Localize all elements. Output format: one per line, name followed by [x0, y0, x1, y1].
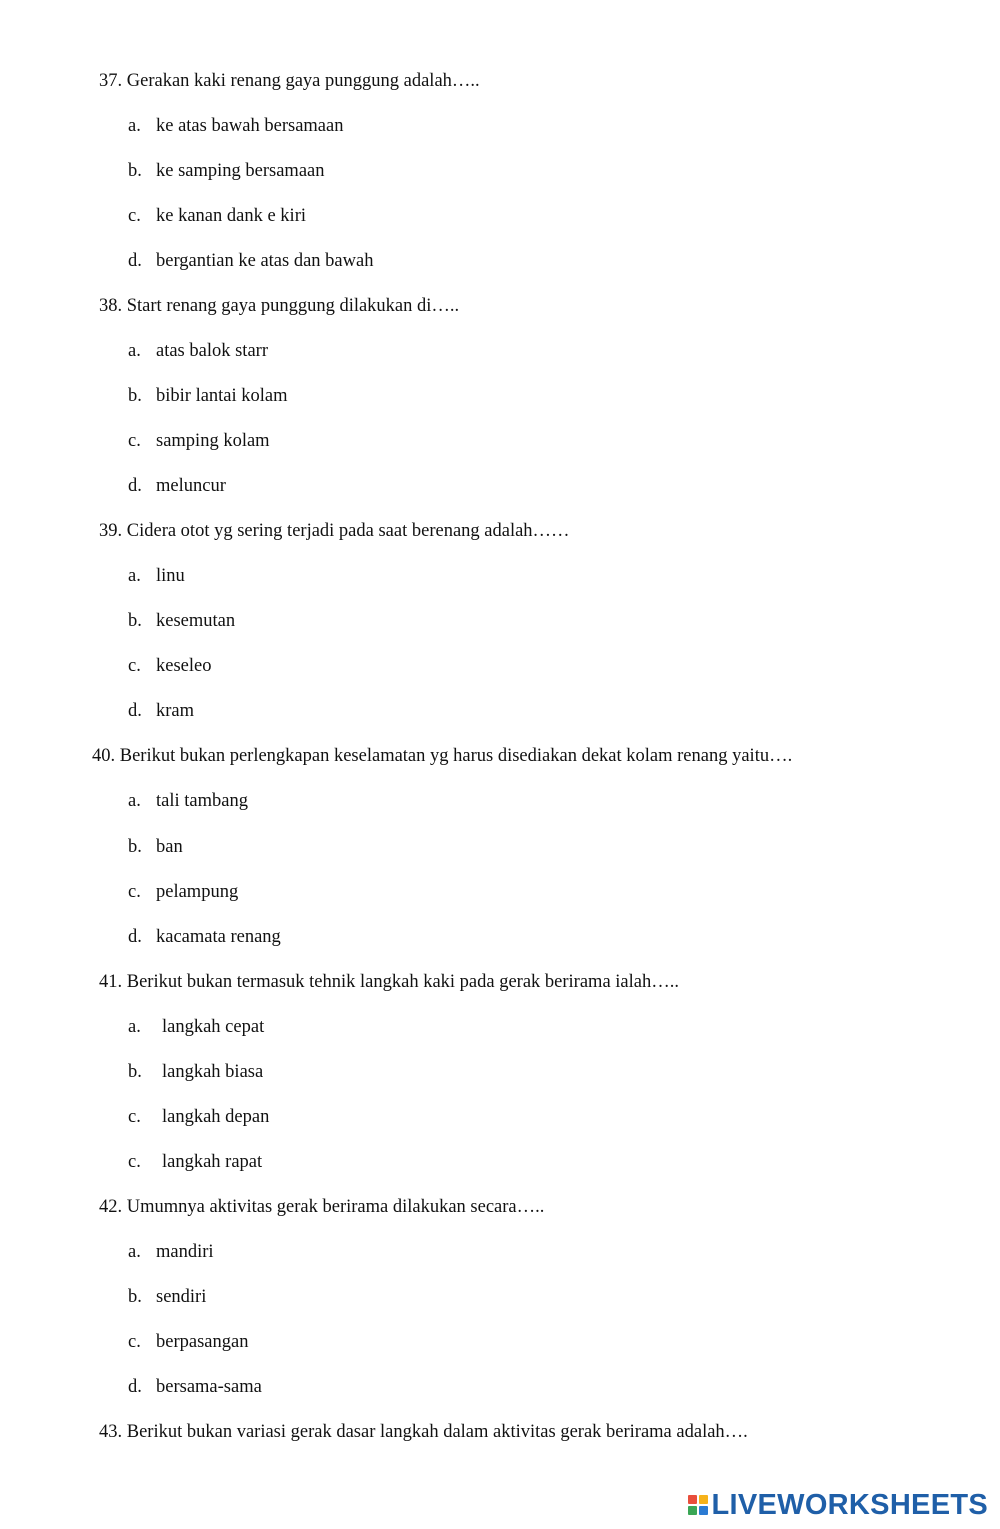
option-38d[interactable]: d. meluncur — [128, 476, 226, 496]
question-41: 41. Berikut bukan termasuk tehnik langkah kaki pada gerak berirama ialah….. — [99, 972, 679, 992]
option-38a[interactable]: a. atas balok starr — [128, 341, 268, 361]
grid-cell-4 — [699, 1506, 708, 1515]
option-38c[interactable]: c. samping kolam — [128, 431, 270, 451]
question-42: 42. Umumnya aktivitas gerak berirama dilakukan secara….. — [99, 1197, 545, 1217]
question-40: 40. Berikut bukan perlengkapan keselamatan yg harus disediakan dekat kolam renang yaitu…. — [92, 746, 793, 766]
option-37d[interactable]: d. bergantian ke atas dan bawah — [128, 251, 374, 271]
option-39b[interactable]: b. kesemutan — [128, 611, 236, 631]
liveworksheets-grid-icon — [688, 1495, 708, 1515]
option-42b[interactable]: b. sendiri — [128, 1287, 207, 1307]
grid-cell-3 — [688, 1506, 697, 1515]
option-42a[interactable]: a. mandiri — [128, 1242, 214, 1262]
option-41d[interactable]: c. langkah rapat — [128, 1152, 263, 1172]
grid-cell-1 — [688, 1495, 697, 1504]
option-41a[interactable]: a. langkah cepat — [128, 1017, 265, 1037]
grid-cell-2 — [699, 1495, 708, 1504]
option-40b[interactable]: b. ban — [128, 837, 183, 857]
option-42d[interactable]: d. bersama-sama — [128, 1377, 262, 1397]
option-40c[interactable]: c. pelampung — [128, 882, 239, 902]
option-39c[interactable]: c. keseleo — [128, 656, 212, 676]
question-43: 43. Berikut bukan variasi gerak dasar langkah dalam aktivitas gerak berirama adalah…. — [99, 1422, 748, 1442]
option-37a[interactable]: a. ke atas bawah bersamaan — [128, 116, 344, 136]
option-39d[interactable]: d. kram — [128, 701, 195, 721]
brand-name: LIVEWORKSHEETS — [711, 1488, 988, 1521]
option-37b[interactable]: b. ke samping bersamaan — [128, 161, 325, 181]
option-40a[interactable]: a. tali tambang — [128, 791, 248, 811]
option-40d[interactable]: d. kacamata renang — [128, 927, 281, 947]
option-39a[interactable]: a. linu — [128, 566, 185, 586]
question-37: 37. Gerakan kaki renang gaya punggung adalah….. — [99, 71, 480, 91]
question-38: 38. Start renang gaya punggung dilakukan di….. — [99, 296, 460, 316]
question-39: 39. Cidera otot yg sering terjadi pada saat berenang adalah…… — [99, 521, 570, 541]
option-41b[interactable]: b. langkah biasa — [128, 1062, 264, 1082]
option-38b[interactable]: b. bibir lantai kolam — [128, 386, 288, 406]
option-37c[interactable]: c. ke kanan dank e kiri — [128, 206, 306, 226]
option-41c[interactable]: c. langkah depan — [128, 1107, 270, 1127]
liveworksheets-logo[interactable] — [688, 1489, 989, 1521]
option-42c[interactable]: c. berpasangan — [128, 1332, 249, 1352]
